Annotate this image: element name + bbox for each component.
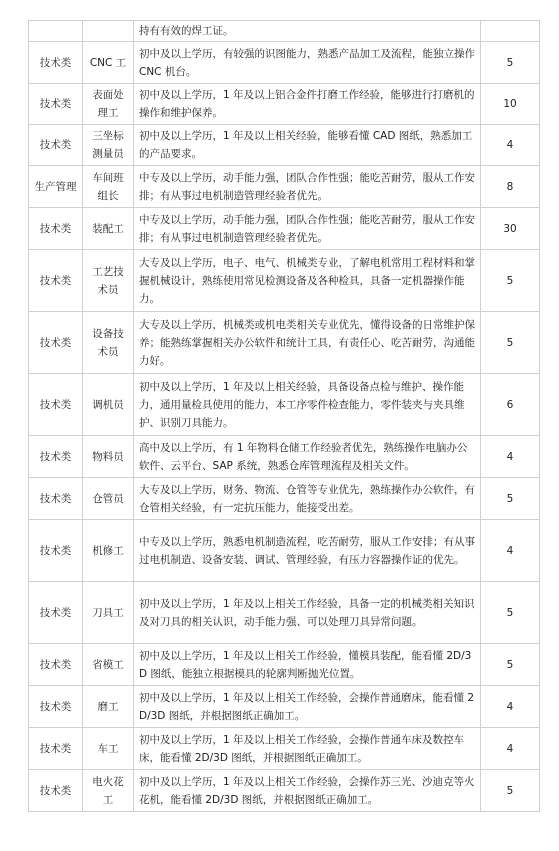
- headcount-cell: 10: [481, 84, 540, 125]
- job-title-cell: 电火花工: [83, 770, 134, 812]
- job-requirements-table: [28, 20, 540, 812]
- job-title-cell: 装配工: [83, 208, 134, 250]
- requirement-cell: 中专及以上学历，动手能力强，团队合作性强；能吃苦耐劳，服从工作安排；有从事过电机制造管理经验者优先。: [134, 208, 481, 250]
- job-title-cell: 调机员: [83, 374, 134, 436]
- headcount-cell: 30: [481, 208, 540, 250]
- requirement-cell: 高中及以上学历，有 1 年物料仓储工作经验者优先，熟练操作电脑办公软件、云平台、SAP 系统，熟悉仓库管理流程及相关文件。: [134, 436, 481, 478]
- headcount-cell: 5: [481, 312, 540, 374]
- headcount-cell: 4: [481, 125, 540, 166]
- job-title-cell: 车工: [83, 728, 134, 770]
- category-cell: 技术类: [29, 582, 83, 644]
- headcount-cell: 5: [481, 582, 540, 644]
- table-row: [29, 436, 540, 478]
- headcount-cell: 4: [481, 686, 540, 728]
- requirement-cell: 持有有效的焊工证。: [134, 21, 481, 42]
- table-row: [29, 644, 540, 686]
- job-title-cell: 刀具工: [83, 582, 134, 644]
- requirement-cell: 大专及以上学历，电子、电气、机械类专业，了解电机常用工程材料和掌握机械设计，熟练使用常见检测设备及各种检具，具备一定机器操作能力。: [134, 250, 481, 312]
- requirement-cell: 初中及以上学历，1 年及以上相关经验，能够看懂 CAD 图纸，熟悉加工的产品要求。: [134, 125, 481, 166]
- requirement-cell: 中专及以上学历，动手能力强，团队合作性强；能吃苦耐劳，服从工作安排；有从事过电机制造管理经验者优先。: [134, 166, 481, 208]
- table-row-continued: [29, 21, 540, 42]
- job-title-cell: 机修工: [83, 520, 134, 582]
- table-row: [29, 42, 540, 84]
- category-cell: 技术类: [29, 84, 83, 125]
- category-cell: 技术类: [29, 770, 83, 812]
- table-row: [29, 770, 540, 812]
- table-row: [29, 478, 540, 520]
- headcount-cell: 5: [481, 42, 540, 84]
- headcount-cell: 4: [481, 436, 540, 478]
- table-row: [29, 250, 540, 312]
- table-row: [29, 312, 540, 374]
- table-row: [29, 166, 540, 208]
- category-cell: 技术类: [29, 644, 83, 686]
- job-title-cell: 表面处理工: [83, 84, 134, 125]
- headcount-cell: 8: [481, 166, 540, 208]
- table-row: [29, 686, 540, 728]
- requirement-cell: 大专及以上学历，机械类或机电类相关专业优先，懂得设备的日常维护保养；能熟练掌握相关办公软件和统计工具，有责任心、吃苦耐劳，沟通能力好。: [134, 312, 481, 374]
- table-row: [29, 84, 540, 125]
- job-title-cell: 物料员: [83, 436, 134, 478]
- headcount-cell: 5: [481, 644, 540, 686]
- job-title-cell: CNC 工: [83, 42, 134, 84]
- job-title-cell: 工艺技术员: [83, 250, 134, 312]
- category-cell: 生产管理: [29, 166, 83, 208]
- category-cell: 技术类: [29, 125, 83, 166]
- headcount-cell: 5: [481, 478, 540, 520]
- table-row: [29, 125, 540, 166]
- job-title-cell: 磨工: [83, 686, 134, 728]
- headcount-cell: 5: [481, 250, 540, 312]
- requirement-cell: 初中及以上学历，1 年及以上相关工作经验，会操作普通车床及数控车床，能看懂 2D/3D 图纸，并根据图纸正确加工。: [134, 728, 481, 770]
- requirement-cell: 初中及以上学历，1 年及以上相关工作经验，会操作普通磨床，能看懂 2D/3D 图纸，并根据图纸正确加工。: [134, 686, 481, 728]
- category-cell: 技术类: [29, 250, 83, 312]
- requirement-cell: 中专及以上学历，熟悉电机制造流程，吃苦耐劳，服从工作安排；有从事过电机制造、设备安装、调试、管理经验，有压力容器操作证的优先。: [134, 520, 481, 582]
- requirement-cell: 初中及以上学历，1 年及以上相关经验，具备设备点检与维护、操作能力，通用量检具使用的能力，本工序零件检查能力，零件装夹与夹具维护、识别刀具能力。: [134, 374, 481, 436]
- requirement-cell: 初中及以上学历，1 年及以上相关工作经验，具备一定的机械类相关知识及对刀具的相关认识，动手能力强、可以处理刀具异常问题。: [134, 582, 481, 644]
- category-cell: 技术类: [29, 42, 83, 84]
- category-cell: 技术类: [29, 312, 83, 374]
- category-cell: 技术类: [29, 374, 83, 436]
- requirement-cell: 大专及以上学历，财务、物流、仓管等专业优先，熟练操作办公软件，有仓管相关经验，有一定抗压能力，能接受出差。: [134, 478, 481, 520]
- category-cell: 技术类: [29, 436, 83, 478]
- job-title-cell: 省模工: [83, 644, 134, 686]
- job-title-cell: 三坐标测量员: [83, 125, 134, 166]
- category-cell: 技术类: [29, 208, 83, 250]
- job-title-cell: 仓管员: [83, 478, 134, 520]
- category-cell: 技术类: [29, 520, 83, 582]
- category-cell: 技术类: [29, 478, 83, 520]
- headcount-cell: 6: [481, 374, 540, 436]
- job-title-cell: 设备技术员: [83, 312, 134, 374]
- job-title-cell: 车间班组长: [83, 166, 134, 208]
- category-cell: 技术类: [29, 686, 83, 728]
- requirement-cell: 初中及以上学历，有较强的识图能力，熟悉产品加工及流程，能独立操作 CNC 机台。: [134, 42, 481, 84]
- table-row: [29, 208, 540, 250]
- table-row: [29, 582, 540, 644]
- table-row: [29, 374, 540, 436]
- headcount-cell: [481, 21, 540, 42]
- job-title-cell: [83, 21, 134, 42]
- requirement-cell: 初中及以上学历，1 年及以上相关工作经验，会操作苏三光、沙迪克等火花机，能看懂 2D/3D 图纸，并根据图纸正确加工。: [134, 770, 481, 812]
- category-cell: 技术类: [29, 728, 83, 770]
- requirement-cell: 初中及以上学历，1 年及以上铝合金件打磨工作经验，能够进行打磨机的操作和维护保养。: [134, 84, 481, 125]
- category-cell: [29, 21, 83, 42]
- table-row: [29, 728, 540, 770]
- headcount-cell: 4: [481, 520, 540, 582]
- headcount-cell: 4: [481, 728, 540, 770]
- headcount-cell: 5: [481, 770, 540, 812]
- table-row: [29, 520, 540, 582]
- requirement-cell: 初中及以上学历，1 年及以上相关工作经验，懂模具装配，能看懂 2D/3D 图纸，能独立根据模具的轮廓判断抛光位置。: [134, 644, 481, 686]
